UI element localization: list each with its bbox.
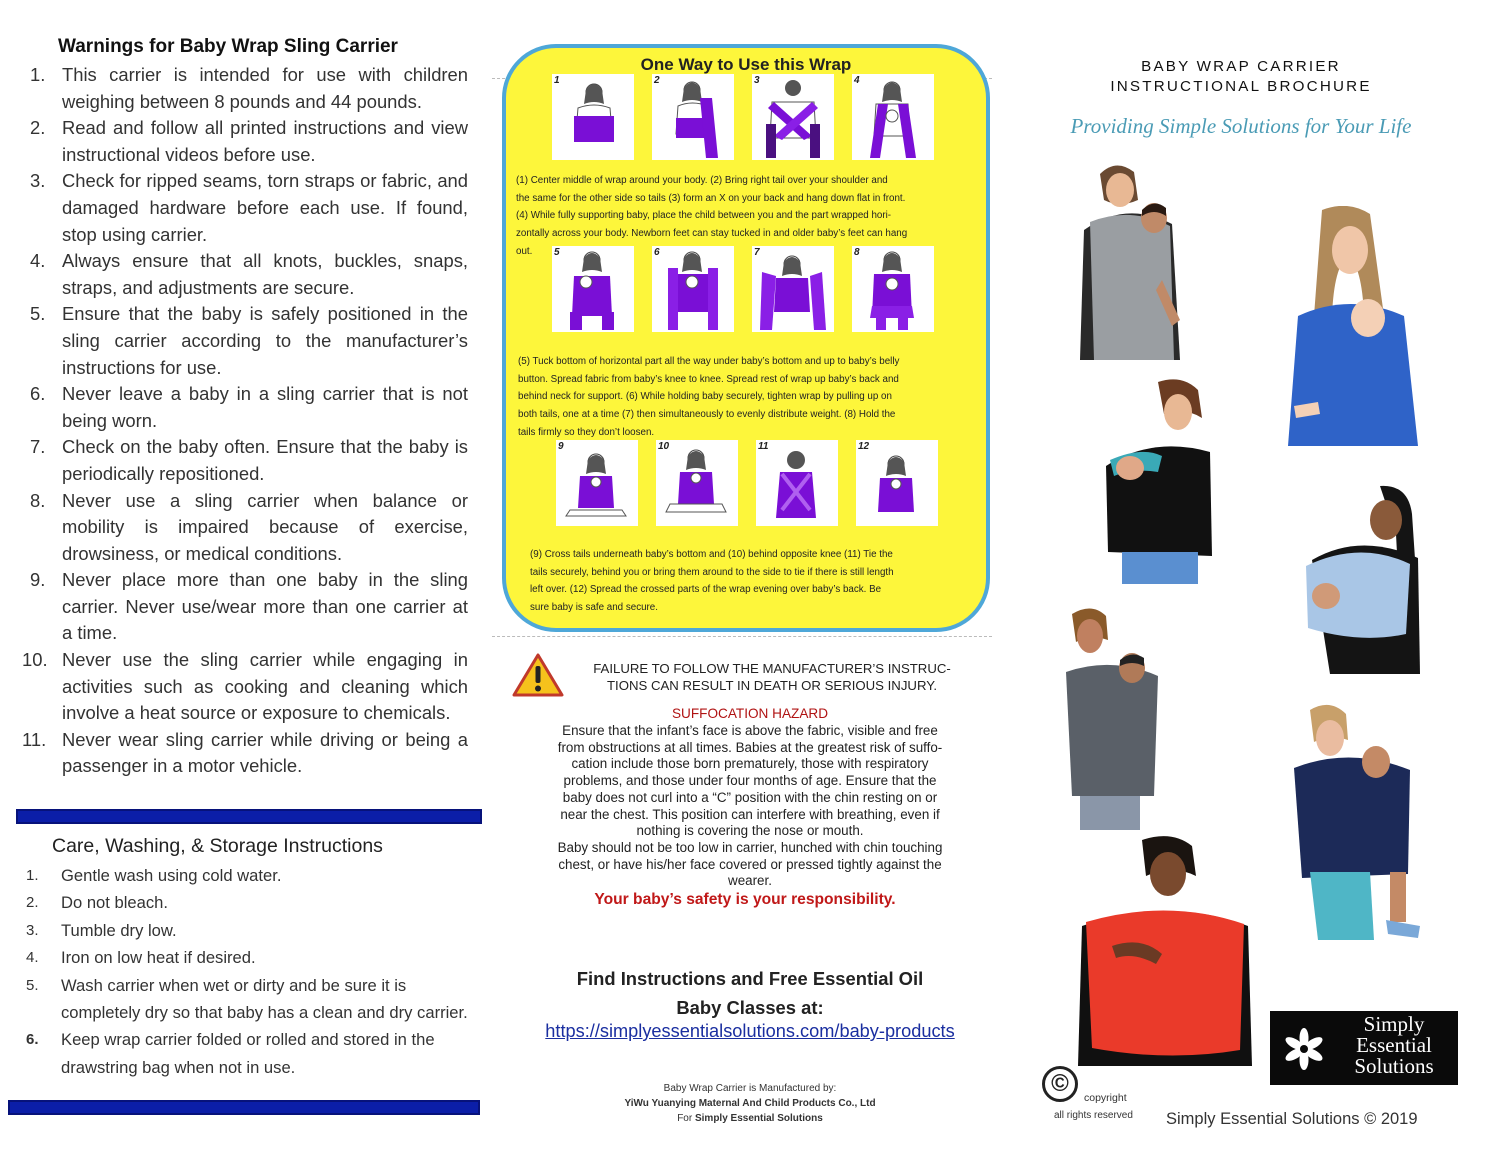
list-item: 3. Check for ripped seams, torn straps or fabric, and damaged hardware before each use. If found, stop using carrier.	[30, 170, 468, 245]
caption-line: out.	[516, 246, 533, 257]
simply-essential-solutions-logo: Simply Essential Solutions	[1270, 1011, 1458, 1085]
list-item: 9. Never place more than one baby in the sling carrier. Never use/wear more than one carrier at a time.	[30, 569, 468, 644]
step-illustration: 4	[852, 74, 934, 160]
warnings-list	[22, 62, 468, 780]
photo-blue-wrap	[1274, 206, 1422, 446]
step-illustration: 12	[856, 440, 938, 526]
list-item: 6. Keep wrap carrier folded or rolled and stored in the drawstring bag when not in use.	[26, 1030, 435, 1077]
warning-triangle-icon	[512, 652, 564, 698]
list-item: 2. Read and follow all printed instructions and view instructional videos before use.	[30, 117, 468, 165]
caption-line: (1) Center middle of wrap around your body. (2) Bring right tail over your shoulder and	[516, 175, 888, 186]
wrap-step-11-figure	[756, 440, 838, 526]
caption-line: sure baby is safe and secure.	[530, 602, 658, 613]
care-title: Care, Washing, & Storage Instructions	[52, 835, 383, 857]
wrap-step-9-figure	[556, 440, 638, 526]
wrap-step-1-figure	[552, 74, 634, 160]
step-illustration: 2	[652, 74, 734, 160]
rights-reserved: all rights reserved	[1054, 1110, 1133, 1121]
step-illustration: 1	[552, 74, 634, 160]
wrap-guide-card	[502, 44, 990, 632]
list-item: 11. Never wear sling carrier while driving or being a passenger in a motor vehicle.	[22, 728, 468, 777]
caption-line: left over. (12) Spread the crossed parts of the wrap evening over baby’s back. Be	[530, 584, 882, 595]
wrap-guide-title: One Way to Use this Wrap	[640, 55, 852, 74]
list-item: 4. Always ensure that all knots, buckles, snaps, straps, and adjustments are secure.	[30, 250, 468, 298]
wrap-step-6-figure	[652, 246, 734, 332]
photo-black-wrap	[1102, 376, 1216, 586]
lotus-flower-icon	[1282, 1027, 1326, 1071]
photo-dark-gray-wrap	[1062, 606, 1166, 832]
list-item: 7. Check on the baby often. Ensure that the baby is periodically repositioned.	[30, 436, 468, 484]
wrap-step-3-figure	[752, 74, 834, 160]
list-item: 1. Gentle wash using cold water.	[26, 866, 282, 885]
photo-red-wrap	[1072, 836, 1256, 1066]
list-item: 3. Tumble dry low.	[26, 920, 177, 940]
list-item: 4. Iron on low heat if desired.	[26, 948, 256, 968]
wrap-step-10-figure	[656, 440, 738, 526]
brochure-tagline: Providing Simple Solutions for Your Life	[1070, 114, 1412, 138]
classes-link[interactable]: https://simplyessentialsolutions.com/baby-products	[545, 1021, 955, 1041]
photo-navy-wrap	[1290, 704, 1440, 944]
wrap-step-2-figure	[652, 74, 734, 160]
section-divider-bar	[8, 1100, 480, 1115]
caption-line: behind neck for support. (6) While holding baby securely, tighten wrap by pulling up on	[518, 391, 892, 402]
photo-light-blue-wrap	[1300, 484, 1424, 674]
step-illustration: 10	[656, 440, 738, 526]
wrap-step-5-figure	[552, 246, 634, 332]
warnings-panel	[0, 0, 490, 1159]
list-item: 5. Ensure that the baby is safely positioned in the sling carrier according to the manufacturer’s instructions for use.	[30, 303, 468, 378]
suffocation-hazard-title: SUFFOCATION HAZARD	[671, 706, 829, 721]
caption-line: the same for the other side so tails (3) form an X on your back and hang down flat in front.	[516, 193, 906, 204]
step-illustration: 11	[756, 440, 838, 526]
list-item: 6. Never leave a baby in a sling carrier that is not being worn.	[30, 383, 468, 431]
wrap-step-4-figure	[852, 74, 934, 160]
step-illustration: 8	[852, 246, 934, 332]
warnings-title: Warnings for Baby Wrap Sling Carrier	[58, 36, 398, 57]
classes-heading: Find Instructions and Free Essential Oil Baby Classes at:	[576, 968, 924, 1018]
step-illustration: 3	[752, 74, 834, 160]
step-illustration: 7	[752, 246, 834, 332]
brochure-title: BABY WRAP CARRIER INSTRUCTIONAL BROCHURE	[1110, 58, 1372, 95]
list-item: 1. This carrier is intended for use with children weighing between 8 pounds and 44 pounds.	[30, 64, 468, 112]
caption-line: both tails, one at a time (7) then simultaneously to evenly distribute weight. (8) Hold the	[518, 409, 896, 420]
caption-line: button. Spread fabric from baby’s knee to knee. Spread rest of wrap up baby’s back and	[518, 374, 899, 385]
failure-warning: FAILURE TO FOLLOW THE MANUFACTURER’S INSTRUC- TIONS CAN RESULT IN DEATH OR SERIOUS INJURY.	[593, 661, 951, 693]
caption-line: tails firmly so they don’t loosen.	[518, 427, 655, 438]
brochure-cover-panel	[1010, 0, 1500, 1159]
wrap-step-12-figure	[856, 440, 938, 526]
suffocation-hazard-text: Ensure that the infant’s face is above the fabric, visible and free from obstructions at all times. Babies at the greatest risk of suffo- cation include those born prematurely, those with respiratory problems, and those under four months of age. Ensure that the baby does not curl into a “C” position with the chin resting on or near the chest. This position can interfere with breathing, even if nothing is covering the nose or mouth. Baby should not be too low in carrier, hunched with chin touching chest, or have his/her face covered or pressed tightly against the wearer.	[557, 723, 943, 889]
dashed-divider	[492, 636, 992, 637]
step-illustration: 6	[652, 246, 734, 332]
wrap-step-7-figure	[752, 246, 834, 332]
instructions-panel	[490, 0, 1010, 1159]
caption-line: zontally across your body. Newborn feet can stay tucked in and older baby’s feet can hang	[516, 228, 908, 239]
section-divider-bar	[16, 809, 482, 824]
step-illustration: 5	[552, 246, 634, 332]
list-item: 8. Never use a sling carrier when balance or mobility is impaired because of exercise, drowsiness, or medical conditions.	[30, 489, 468, 564]
caption-line: tails securely, behind you or bring them around to the side to tie if there is still length	[530, 567, 894, 578]
care-list	[26, 862, 472, 1081]
caption-line: (9) Cross tails underneath baby’s bottom and (10) behind opposite knee (11) Tie the	[530, 549, 893, 560]
wrap-step-8-figure	[852, 246, 934, 332]
step-illustration: 9	[556, 440, 638, 526]
list-item: 10. Never use the sling carrier while engaging in activities such as cooking and cleaning which involve a heat source or exposure to chemicals.	[22, 649, 468, 724]
list-item: 2. Do not bleach.	[26, 893, 169, 913]
list-item: 5. Wash carrier when wet or dirty and be sure it is completely dry so that baby has a clean and dry carrier.	[26, 975, 468, 1023]
caption-line: (4) While fully supporting baby, place the child between you and the part wrapped hori-	[516, 210, 892, 221]
copyright-label: copyright	[1084, 1092, 1127, 1104]
safety-responsibility: Your baby’s safety is your responsibility.	[594, 891, 896, 908]
photo-gray-wrap	[1076, 160, 1190, 364]
footer-copyright: Simply Essential Solutions © 2019	[1166, 1110, 1418, 1128]
manufacturer-note: Baby Wrap Carrier is Manufactured by: YiWu Yuanying Maternal And Child Products Co., Ltd For Simply Essential Solutions	[624, 1083, 876, 1124]
caption-line: (5) Tuck bottom of horizontal part all the way under baby’s bottom and up to baby’s belly	[518, 356, 900, 367]
copyright-icon: ©	[1042, 1066, 1078, 1102]
